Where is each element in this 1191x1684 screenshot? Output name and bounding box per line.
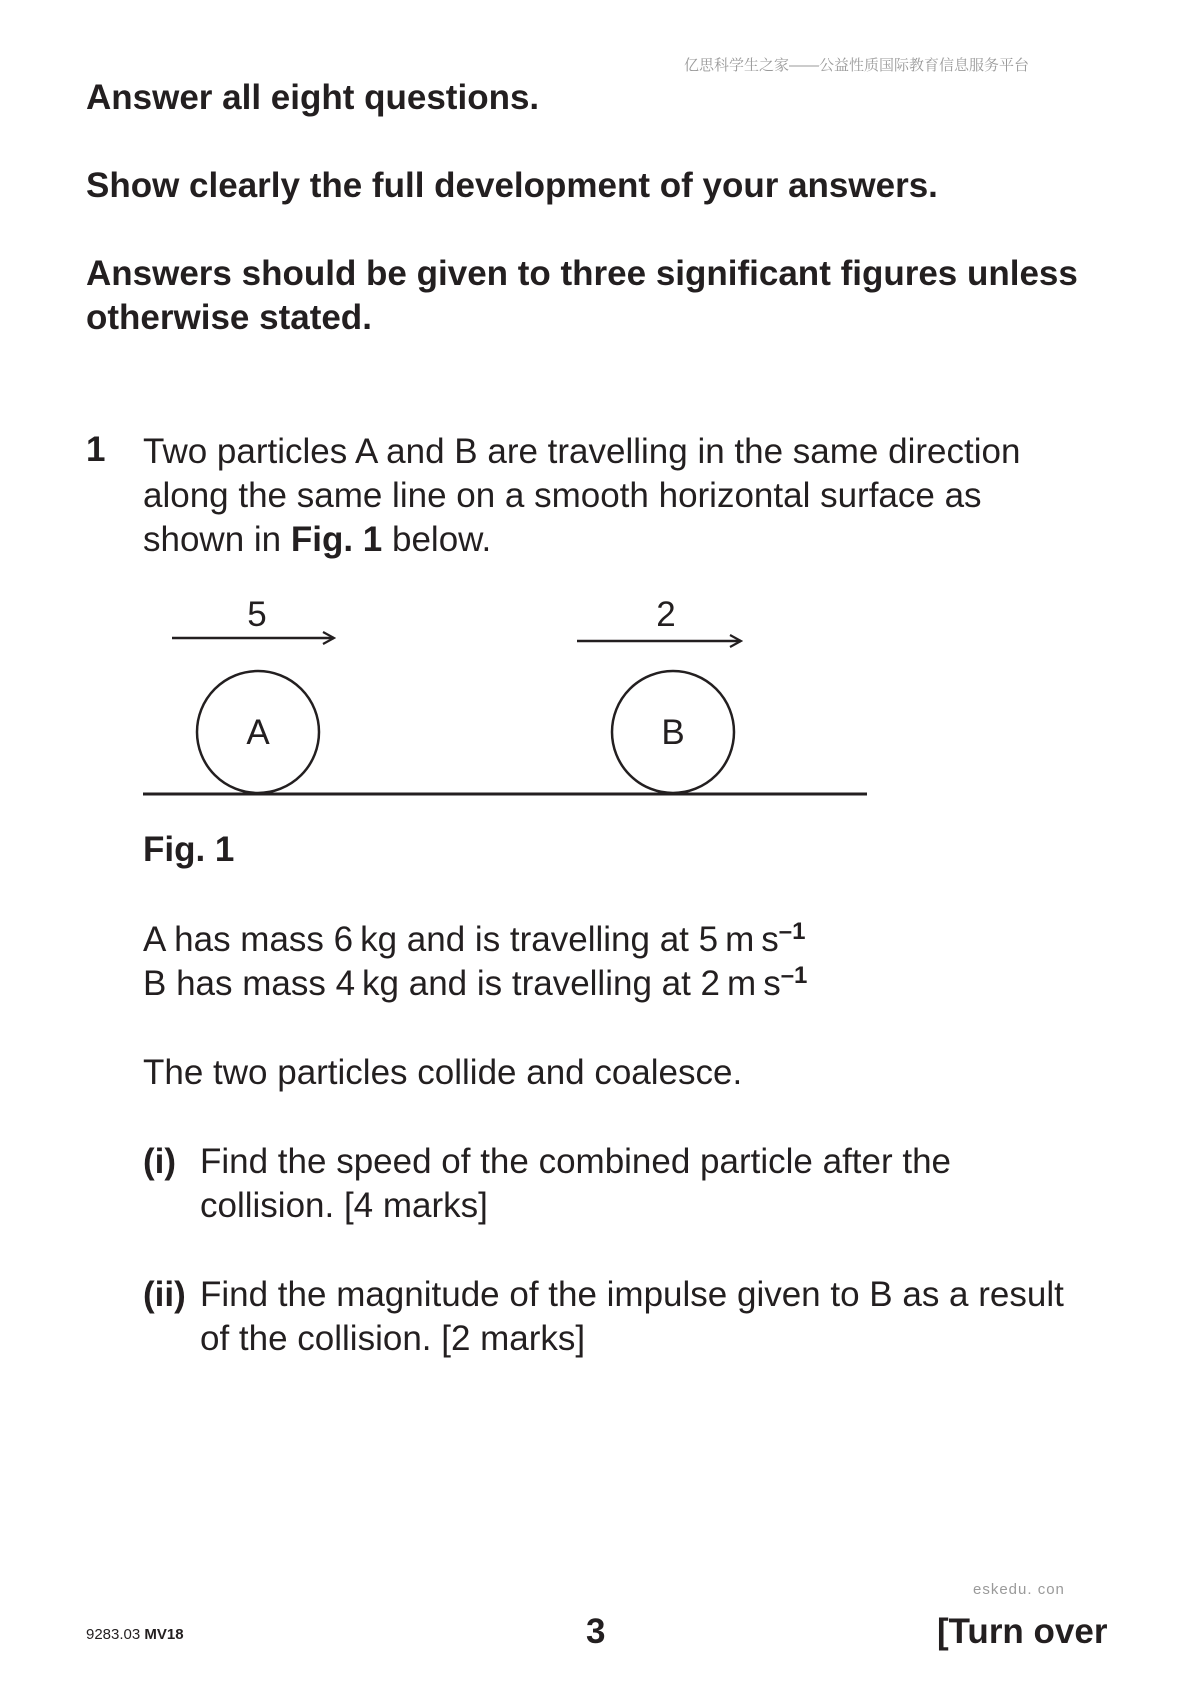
given-mass-b: [143, 962, 1123, 1006]
intro-text-pre: shown in: [143, 520, 291, 559]
part-ii-label: (ii): [143, 1275, 186, 1314]
given-mass-a: [143, 918, 1123, 962]
instruction-show-development: Show clearly the full development of your answers.: [86, 166, 938, 205]
given-mass-a-unit-exponent: –1: [778, 918, 806, 945]
figure-caption: Fig. 1: [143, 830, 235, 869]
figure-reference: Fig. 1: [290, 520, 383, 559]
watermark-footer: eskedu. con: [973, 1581, 1065, 1598]
question-intro-line-2: along the same line on a smooth horizontal surface as: [143, 476, 982, 515]
given-mass-b-text: B has mass 4 kg and is travelling at 2 m s: [143, 964, 781, 1003]
turn-over-label: [Turn over: [937, 1612, 1108, 1651]
particle-label-a: A: [246, 713, 270, 752]
velocity-label-b: 2: [656, 595, 676, 634]
part-i-line-1: Find the speed of the combined particle after the: [200, 1142, 952, 1181]
paper-code-series: MV18: [144, 1626, 184, 1643]
question-intro-line-3: [143, 518, 1123, 562]
paper-code-number: 9283.03: [86, 1626, 141, 1643]
question-number: 1: [86, 430, 106, 469]
paper-code: [86, 1626, 184, 1643]
page-number: 3: [586, 1612, 606, 1651]
question-intro-line-1: Two particles A and B are travelling in the same direction: [143, 432, 1021, 471]
instruction-answer-all: Answer all eight questions.: [86, 78, 540, 117]
part-ii-line-2: of the collision. [2 marks]: [200, 1319, 586, 1358]
part-i-label: (i): [143, 1142, 177, 1181]
velocity-label-a: 5: [247, 595, 267, 634]
collision-statement: The two particles collide and coalesce.: [143, 1053, 743, 1092]
watermark-header: 亿思科学生之家——公益性质国际教育信息服务平台: [684, 57, 1030, 74]
instruction-significant-figures: Answers should be given to three significant figures unless otherwise stated.: [86, 254, 1078, 337]
part-i-line-2: collision. [4 marks]: [200, 1186, 488, 1225]
given-mass-b-unit-exponent: –1: [780, 962, 808, 989]
given-mass-a-text: A has mass 6 kg and is travelling at 5 m s: [143, 920, 779, 959]
part-ii-line-1: Find the magnitude of the impulse given to B as a result: [200, 1275, 1064, 1314]
intro-text-post: below.: [382, 520, 492, 559]
particle-label-b: B: [661, 713, 685, 752]
figure-1-diagram: [0, 580, 1191, 820]
